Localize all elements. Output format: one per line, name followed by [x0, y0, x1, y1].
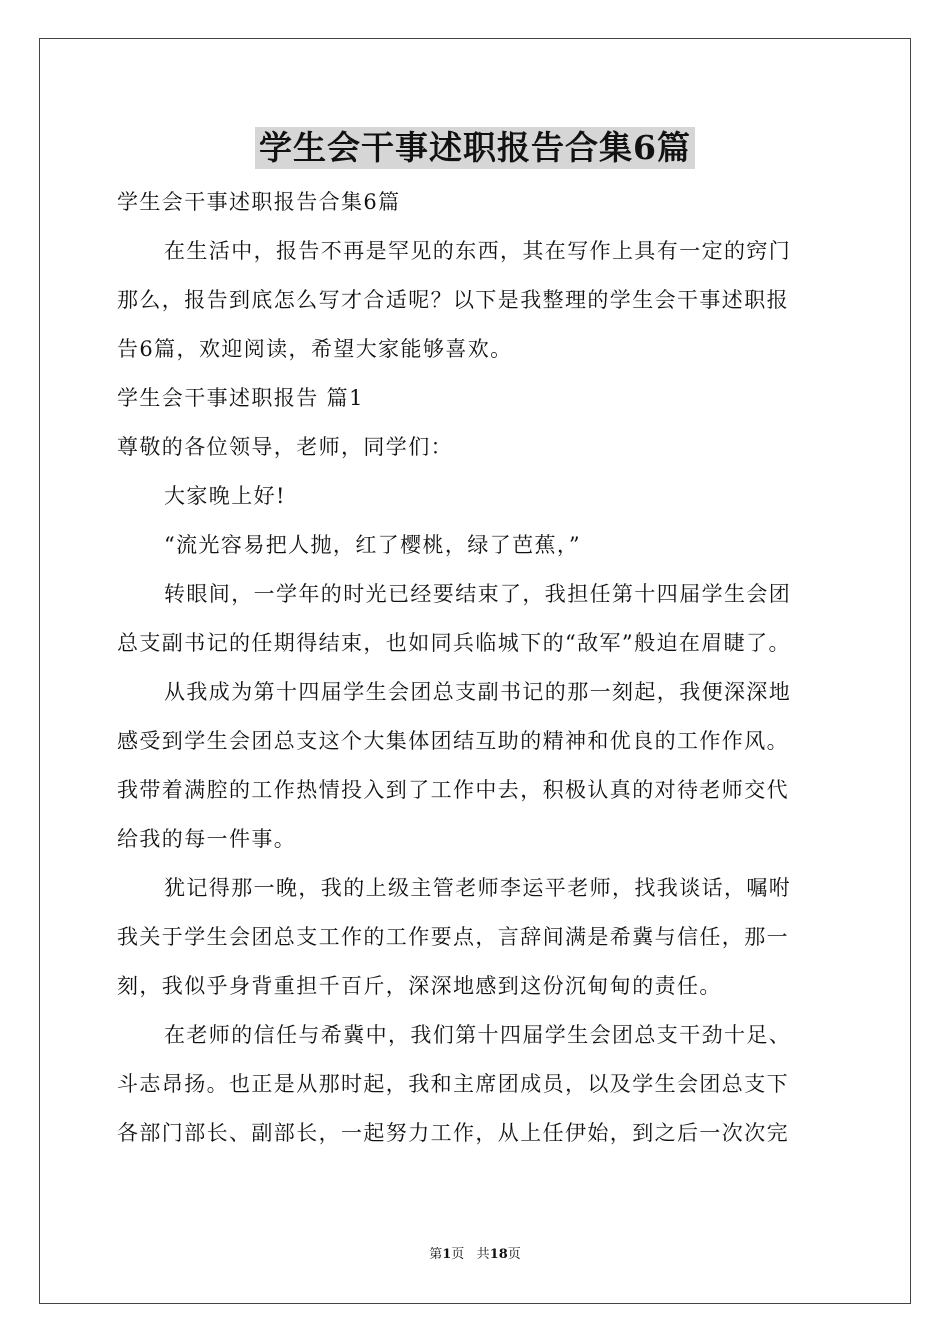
text-line: 学生会干事述职报告 篇1 — [117, 386, 364, 410]
text-line: 感受到学生会团总支这个大集体团结互助的精神和优良的工作作风。 — [117, 729, 789, 753]
text-line: 从我成为第十四届学生会团总支副书记的那一刻起，我便深深地 — [164, 680, 792, 704]
text-line: 那么，报告到底怎么写才合适呢？以下是我整理的学生会干事述职报 — [117, 288, 789, 312]
text-line: 各部门部长、副部长，一起努力工作，从上任伊始，到之后一次次完 — [117, 1121, 789, 1145]
text-line: 我带着满腔的工作热情投入到了工作中去，积极认真的对待老师交代 — [117, 778, 789, 802]
page-footer — [0, 1246, 950, 1264]
page-label-prefix: 第 — [429, 1247, 443, 1262]
total-label-suffix: 页 — [507, 1247, 521, 1262]
text-line: 斗志昂扬。也正是从那时起，我和主席团成员，以及学生会团总支下 — [117, 1072, 789, 1096]
text-line: 学生会干事述职报告合集6篇 — [117, 190, 401, 214]
page-label-suffix: 页 — [451, 1247, 465, 1262]
text-line: 刻，我似乎身背重担千百斤，深深地感到这份沉甸甸的责任。 — [117, 974, 722, 998]
text-line: 大家晚上好! — [164, 484, 286, 508]
current-page-number: 1 — [442, 1247, 452, 1262]
text-line: “流光容易把人抛，红了樱桃，绿了芭蕉，” — [164, 533, 581, 557]
title-container — [0, 127, 950, 169]
text-line: 总支副书记的任期得结束，也如同兵临城下的“敌军”般迫在眉睫了。 — [117, 631, 791, 655]
text-line: 给我的每一件事。 — [117, 827, 297, 851]
text-line: 转眼间，一学年的时光已经要结束了，我担任第十四届学生会团 — [164, 582, 792, 606]
text-line: 犹记得那一晚，我的上级主管老师李运平老师，找我谈话，嘱咐 — [164, 876, 792, 900]
document-body — [117, 178, 837, 1158]
text-line: 在老师的信任与希冀中，我们第十四届学生会团总支干劲十足、 — [164, 1023, 792, 1047]
text-line: 我关于学生会团总支工作的工作要点，言辞间满是希冀与信任，那一 — [117, 925, 789, 949]
document-title: 学生会干事述职报告合集6篇 — [255, 127, 695, 169]
text-line: 尊敬的各位领导，老师，同学们： — [117, 435, 453, 459]
text-line: 告6篇，欢迎阅读，希望大家能够喜欢。 — [117, 337, 513, 361]
total-page-number: 18 — [489, 1247, 508, 1262]
total-label-prefix: 共 — [476, 1247, 490, 1262]
text-line: 在生活中，报告不再是罕见的东西，其在写作上具有一定的窍门 — [164, 239, 792, 263]
